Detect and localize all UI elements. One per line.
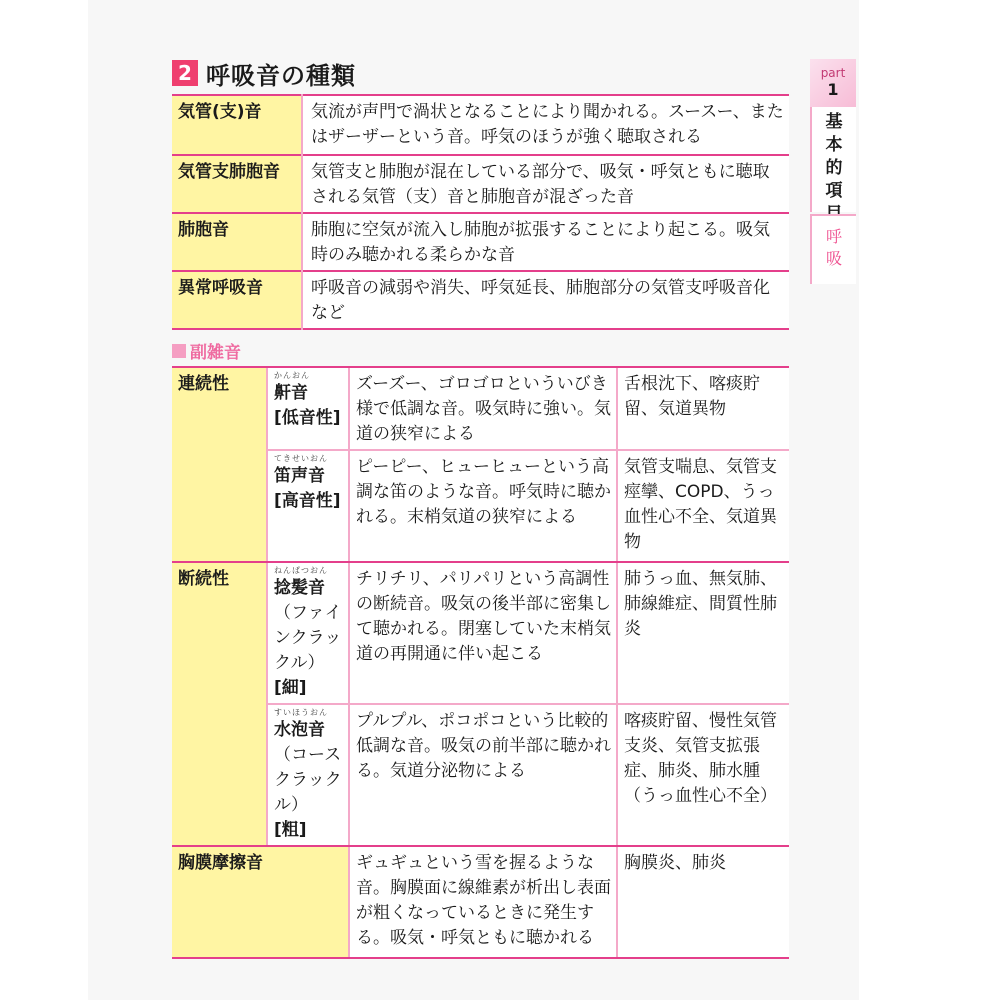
- sound-description: 気管支と肺胞が混在している部分で、吸気・呼気ともに聴取される気管（支）音と肺胞音が混ざった音: [302, 155, 789, 213]
- sound-description: チリチリ、パリパリという高調性の断続音。吸気の後半部に密集して聴かれる。閉塞していた末梢気道の再開通に伴い起こる: [349, 562, 617, 704]
- table-row: [172, 846, 789, 958]
- sound-conditions: 肺うっ血、無気肺、肺線維症、間質性肺炎: [617, 562, 789, 704]
- section-title: 呼吸音の種類: [206, 61, 356, 90]
- square-icon: [172, 344, 186, 358]
- sound-description: 呼吸音の減弱や消失、呼気延長、肺胞部分の気管支呼吸音化など: [302, 271, 789, 329]
- sound-alt-name: （ファインクラックル）: [274, 603, 342, 673]
- side-section-char: 基: [825, 112, 843, 132]
- side-category-char: 吸: [825, 249, 842, 268]
- section-number: 2: [172, 60, 198, 86]
- sound-name: 胸膜摩擦音: [172, 846, 349, 958]
- sound-conditions: 胸膜炎、肺炎: [617, 846, 789, 958]
- table-row: [172, 213, 789, 271]
- table-row: [172, 271, 789, 329]
- sound-name: 笛声音: [274, 466, 325, 486]
- sound-name-cell: [267, 562, 349, 704]
- sound-description: ピーピー、ヒューヒューという高調な笛のような音。呼気時に聴かれる。末梢気道の狭窄による: [349, 450, 617, 562]
- sound-name: 異常呼吸音: [172, 271, 302, 329]
- sound-name-cell: [267, 450, 349, 562]
- ruby-reading: すいほうおん: [274, 708, 328, 717]
- category-cell: 連続性: [172, 367, 267, 562]
- category-cell: 断続性: [172, 562, 267, 846]
- side-category: [810, 214, 856, 284]
- sound-description: プルプル、ポコポコという比較的低調な音。吸気の前半部に聴かれる。気道分泌物による: [349, 704, 617, 846]
- sound-name: 気管(支)音: [172, 95, 302, 155]
- sound-description: 肺胞に空気が流入し肺胞が拡張することにより起こる。吸気時のみ聴かれる柔らかな音: [302, 213, 789, 271]
- part-number: 1: [827, 80, 839, 99]
- sound-conditions: 舌根沈下、喀痰貯留、気道異物: [617, 367, 789, 450]
- sound-pitch: [高音性]: [274, 491, 341, 511]
- adventitious-sounds-table: [172, 366, 789, 959]
- sound-conditions: 気管支喘息、気管支痙攣、COPD、うっ血性心不全、気道異物: [617, 450, 789, 562]
- sound-description: 気流が声門で渦状となることにより聞かれる。スースー、またはザーザーという音。呼気のほうが強く聴取される: [302, 95, 789, 155]
- side-section-char: 項: [825, 181, 843, 201]
- breath-sounds-table: [172, 94, 789, 330]
- table-row: [172, 367, 789, 450]
- part-tab: [810, 59, 856, 107]
- subheading-text: 副雑音: [190, 343, 241, 363]
- sound-description: ズーズー、ゴロゴロといういびき様で低調な音。吸気時に強い。気道の狭窄による: [349, 367, 617, 450]
- sound-name: 捻髪音: [274, 578, 325, 598]
- side-section: [810, 107, 856, 212]
- ruby-reading: ねんぱつおん: [274, 566, 328, 575]
- sound-description: ギュギュという雪を握るような音。胸膜面に線維素が析出し表面が粗くなっているときに発生する。吸気・呼気ともに聴かれる: [349, 846, 617, 958]
- ruby-reading: てきせいおん: [274, 454, 328, 463]
- section-header: [172, 58, 356, 88]
- side-section-char: 本: [825, 135, 843, 155]
- sound-conditions: 喀痰貯留、慢性気管支炎、気管支拡張症、肺炎、肺水腫（うっ血性心不全）: [617, 704, 789, 846]
- sound-name: 鼾音: [274, 383, 308, 403]
- ruby-reading: かんおん: [274, 371, 310, 380]
- part-label: part: [820, 66, 846, 80]
- table-row: [172, 562, 789, 704]
- table-row: [172, 95, 789, 155]
- sound-pitch: [粗]: [274, 820, 307, 840]
- subheading: [172, 338, 241, 363]
- table-row: [172, 155, 789, 213]
- sound-pitch: [低音性]: [274, 408, 341, 428]
- side-section-char: 的: [825, 158, 843, 178]
- sound-name: 水泡音: [274, 720, 325, 740]
- sound-pitch: [細]: [274, 678, 307, 698]
- sound-name-cell: [267, 367, 349, 450]
- sound-name: 肺胞音: [172, 213, 302, 271]
- sound-name-cell: [267, 704, 349, 846]
- side-category-char: 呼: [825, 227, 842, 246]
- sound-name: 気管支肺胞音: [172, 155, 302, 213]
- sound-alt-name: （コースクラックル）: [274, 745, 342, 815]
